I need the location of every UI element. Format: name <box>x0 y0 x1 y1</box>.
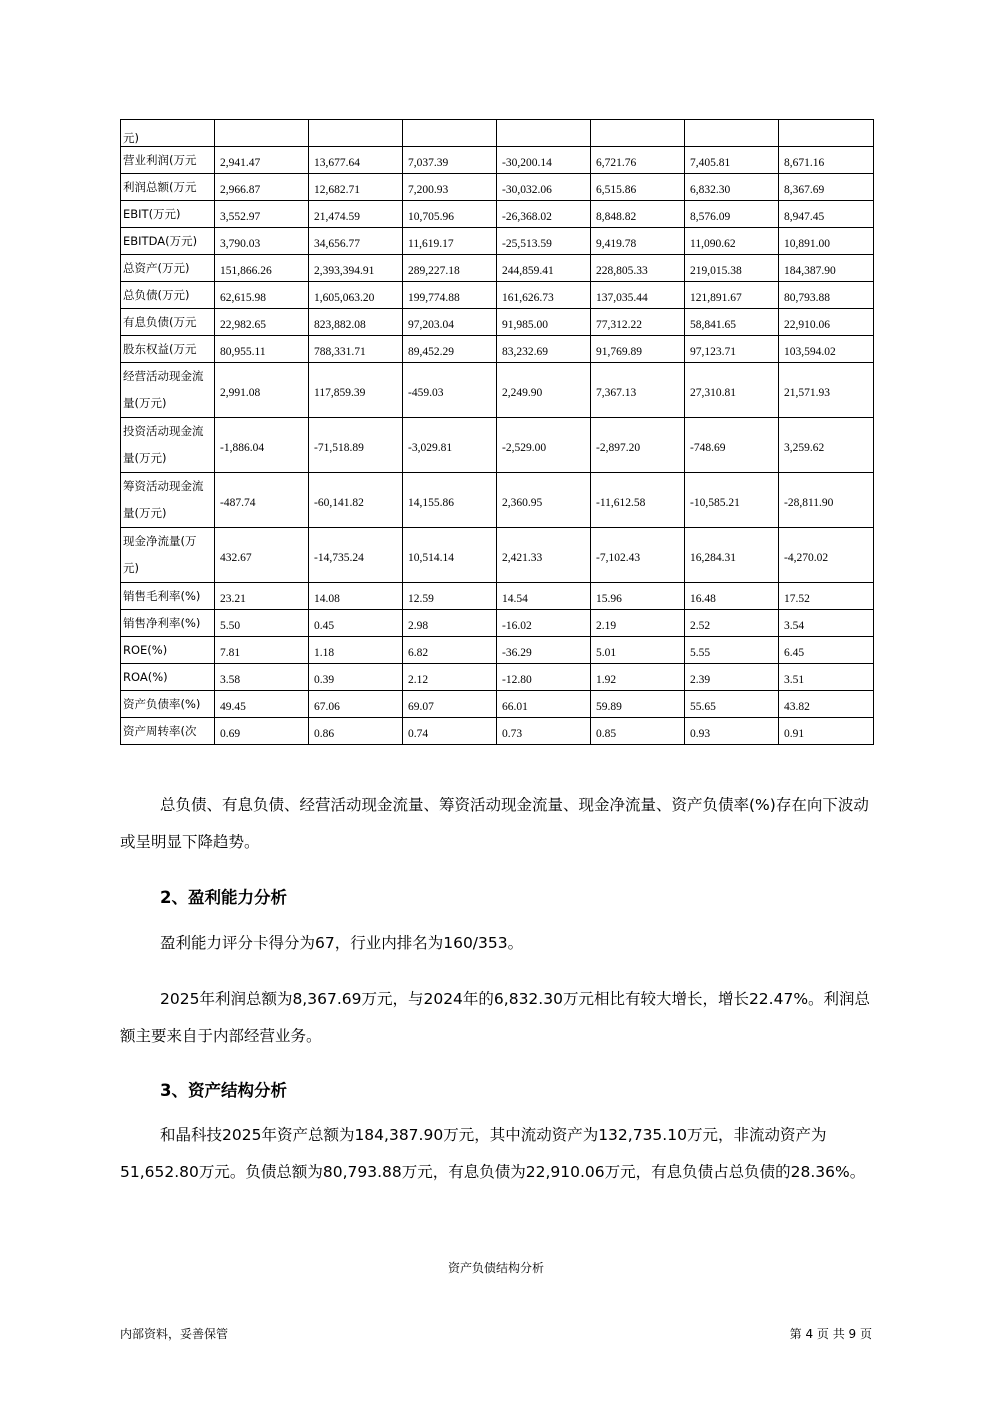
table-row <box>121 664 874 691</box>
table-cell <box>591 120 685 147</box>
row-label: ROE(%) <box>121 637 215 664</box>
table-cell: 2.98 <box>403 610 497 637</box>
table-cell: -60,141.82 <box>309 473 403 528</box>
table-cell: -26,368.02 <box>497 201 591 228</box>
table-cell: -11,612.58 <box>591 473 685 528</box>
table-cell: 7,037.39 <box>403 147 497 174</box>
table-cell: 8,367.69 <box>779 174 874 201</box>
profit-detail-paragraph: 2025年利润总额为8,367.69万元，与2024年的6,832.30万元相比有较大增长，增长22.47%。利润总额主要来自于内部经营业务。 <box>120 990 871 1045</box>
table-row <box>121 528 874 583</box>
table-cell: -487.74 <box>215 473 309 528</box>
table-row <box>121 228 874 255</box>
table-cell: 432.67 <box>215 528 309 583</box>
table-cell: 3,552.97 <box>215 201 309 228</box>
table-cell: 12,682.71 <box>309 174 403 201</box>
table-row <box>121 637 874 664</box>
table-cell: 788,331.71 <box>309 336 403 363</box>
table-cell: 7,405.81 <box>685 147 779 174</box>
table-cell: 21,571.93 <box>779 363 874 418</box>
table-cell: -459.03 <box>403 363 497 418</box>
table-cell: 184,387.90 <box>779 255 874 282</box>
table-cell: 21,474.59 <box>309 201 403 228</box>
table-cell: -1,886.04 <box>215 418 309 473</box>
table-cell: -2,897.20 <box>591 418 685 473</box>
table-row <box>121 363 874 418</box>
table-cell: 2.52 <box>685 610 779 637</box>
table-cell: -14,735.24 <box>309 528 403 583</box>
table-cell: -2,529.00 <box>497 418 591 473</box>
row-label: 资产周转率(次 <box>121 718 215 745</box>
table-cell: 66.01 <box>497 691 591 718</box>
table-cell: 6,832.30 <box>685 174 779 201</box>
row-label: 股东权益(万元 <box>121 336 215 363</box>
table-cell: 2.12 <box>403 664 497 691</box>
table-cell: 5.01 <box>591 637 685 664</box>
table-cell: 10,705.96 <box>403 201 497 228</box>
table-cell: 27,310.81 <box>685 363 779 418</box>
table-cell: 59.89 <box>591 691 685 718</box>
table-row <box>121 255 874 282</box>
table-cell: 5.50 <box>215 610 309 637</box>
table-row <box>121 718 874 745</box>
table-row <box>121 691 874 718</box>
table-row <box>121 174 874 201</box>
footer-page-number: 第 4 页 共 9 页 <box>789 1327 872 1341</box>
table-cell: -4,270.02 <box>779 528 874 583</box>
table-cell: 3,790.03 <box>215 228 309 255</box>
row-label: 现金净流量(万元) <box>121 528 215 583</box>
profit-score-paragraph: 盈利能力评分卡得分为67，行业内排名为160/353。 <box>160 934 524 952</box>
table-cell <box>779 120 874 147</box>
table-row <box>121 418 874 473</box>
table-cell: 5.55 <box>685 637 779 664</box>
table-cell: 49.45 <box>215 691 309 718</box>
table-cell: -10,585.21 <box>685 473 779 528</box>
table-cell: 8,848.82 <box>591 201 685 228</box>
table-row <box>121 610 874 637</box>
table-row <box>121 282 874 309</box>
table-cell: 10,891.00 <box>779 228 874 255</box>
table-cell: 67.06 <box>309 691 403 718</box>
table-cell: 22,982.65 <box>215 309 309 336</box>
table-cell: 77,312.22 <box>591 309 685 336</box>
table-cell: 91,985.00 <box>497 309 591 336</box>
table-cell: 14.54 <box>497 583 591 610</box>
table-cell: 13,677.64 <box>309 147 403 174</box>
table-cell: 69.07 <box>403 691 497 718</box>
table-cell: 97,123.71 <box>685 336 779 363</box>
table-cell: 8,947.45 <box>779 201 874 228</box>
table-cell: 117,859.39 <box>309 363 403 418</box>
table-row <box>121 473 874 528</box>
table-cell: 0.91 <box>779 718 874 745</box>
table-cell: 10,514.14 <box>403 528 497 583</box>
asset-paragraph: 和晶科技2025年资产总额为184,387.90万元，其中流动资产为132,735.10万元，非流动资产为51,652.80万元。负债总额为80,793.88万元，有息负债为22,910.06万元，有息负债占总负债的28.36%。 <box>120 1126 866 1181</box>
table-cell: 8,576.09 <box>685 201 779 228</box>
table-cell <box>685 120 779 147</box>
table-row <box>121 147 874 174</box>
table-cell: 199,774.88 <box>403 282 497 309</box>
table-cell: 2,941.47 <box>215 147 309 174</box>
table-row <box>121 336 874 363</box>
table-cell: 62,615.98 <box>215 282 309 309</box>
table-cell: 0.73 <box>497 718 591 745</box>
table-row <box>121 583 874 610</box>
table-cell: 1,605,063.20 <box>309 282 403 309</box>
table-cell: 244,859.41 <box>497 255 591 282</box>
table-cell: 823,882.08 <box>309 309 403 336</box>
table-cell: 43.82 <box>779 691 874 718</box>
table-cell: 14,155.86 <box>403 473 497 528</box>
table-cell: 2,421.33 <box>497 528 591 583</box>
table-cell: 7,367.13 <box>591 363 685 418</box>
table-cell: 3.58 <box>215 664 309 691</box>
table-cell: 2,966.87 <box>215 174 309 201</box>
table-cell <box>497 120 591 147</box>
table-cell: 80,955.11 <box>215 336 309 363</box>
row-label: 销售毛利率(%) <box>121 583 215 610</box>
table-cell: 0.85 <box>591 718 685 745</box>
table-cell <box>309 120 403 147</box>
table-cell: 137,035.44 <box>591 282 685 309</box>
table-cell: 91,769.89 <box>591 336 685 363</box>
table-cell: -25,513.59 <box>497 228 591 255</box>
table-cell: 11,090.62 <box>685 228 779 255</box>
table-cell: 1.92 <box>591 664 685 691</box>
table-cell: 16.48 <box>685 583 779 610</box>
row-label: 总资产(万元) <box>121 255 215 282</box>
table-cell: 2.19 <box>591 610 685 637</box>
row-label: 经营活动现金流量(万元) <box>121 363 215 418</box>
table-cell: 2.39 <box>685 664 779 691</box>
table-cell: 289,227.18 <box>403 255 497 282</box>
row-label: EBIT(万元) <box>121 201 215 228</box>
table-cell: 6.45 <box>779 637 874 664</box>
table-cell: 7.81 <box>215 637 309 664</box>
table-cell: 8,671.16 <box>779 147 874 174</box>
profit-heading: 2、盈利能力分析 <box>160 888 287 907</box>
table-cell: 6,515.86 <box>591 174 685 201</box>
table-cell: 11,619.17 <box>403 228 497 255</box>
table-cell: -30,032.06 <box>497 174 591 201</box>
row-label: 总负债(万元) <box>121 282 215 309</box>
table-cell: 2,393,394.91 <box>309 255 403 282</box>
table-cell <box>215 120 309 147</box>
table-cell: 121,891.67 <box>685 282 779 309</box>
row-label: 销售净利率(%) <box>121 610 215 637</box>
row-label: EBITDA(万元) <box>121 228 215 255</box>
table-cell: 9,419.78 <box>591 228 685 255</box>
row-label: 有息负债(万元 <box>121 309 215 336</box>
table-cell: -36.29 <box>497 637 591 664</box>
financial-table-body <box>121 120 874 745</box>
table-cell: 3.51 <box>779 664 874 691</box>
table-cell: 0.45 <box>309 610 403 637</box>
row-label: 利润总额(万元 <box>121 174 215 201</box>
row-label: 投资活动现金流量(万元) <box>121 418 215 473</box>
table-cell: -7,102.43 <box>591 528 685 583</box>
table-cell: 2,249.90 <box>497 363 591 418</box>
table-cell: 80,793.88 <box>779 282 874 309</box>
table-cell: 58,841.65 <box>685 309 779 336</box>
table-cell: 3,259.62 <box>779 418 874 473</box>
table-cell: 97,203.04 <box>403 309 497 336</box>
table-cell: 89,452.29 <box>403 336 497 363</box>
table-cell: 0.93 <box>685 718 779 745</box>
table-cell: 55.65 <box>685 691 779 718</box>
table-cell: -748.69 <box>685 418 779 473</box>
table-cell: 0.39 <box>309 664 403 691</box>
table-cell: 2,991.08 <box>215 363 309 418</box>
table-cell <box>403 120 497 147</box>
table-row <box>121 309 874 336</box>
table-cell: 6.82 <box>403 637 497 664</box>
table-cell: 0.86 <box>309 718 403 745</box>
table-cell: 0.74 <box>403 718 497 745</box>
table-cell: 15.96 <box>591 583 685 610</box>
table-cell: 151,866.26 <box>215 255 309 282</box>
table-cell: -71,518.89 <box>309 418 403 473</box>
financial-table <box>120 119 874 745</box>
trend-paragraph: 总负债、有息负债、经营活动现金流量、筹资活动现金流量、现金净流量、资产负债率(%)存在向下波动或呈明显下降趋势。 <box>120 796 869 851</box>
asset-heading: 3、资产结构分析 <box>160 1081 287 1100</box>
table-row <box>121 201 874 228</box>
table-cell: 16,284.31 <box>685 528 779 583</box>
table-cell: -12.80 <box>497 664 591 691</box>
table-cell: -30,200.14 <box>497 147 591 174</box>
table-cell: 22,910.06 <box>779 309 874 336</box>
table-cell: 2,360.95 <box>497 473 591 528</box>
table-cell: 228,805.33 <box>591 255 685 282</box>
table-cell: 23.21 <box>215 583 309 610</box>
table-cell: 0.69 <box>215 718 309 745</box>
table-cell: -3,029.81 <box>403 418 497 473</box>
table-cell: 17.52 <box>779 583 874 610</box>
table-cell: 7,200.93 <box>403 174 497 201</box>
chart-caption: 资产负债结构分析 <box>447 1261 544 1275</box>
table-cell: 83,232.69 <box>497 336 591 363</box>
table-cell: 103,594.02 <box>779 336 874 363</box>
table-cell: 219,015.38 <box>685 255 779 282</box>
table-cell: -16.02 <box>497 610 591 637</box>
table-cell: 34,656.77 <box>309 228 403 255</box>
row-label: 元) <box>121 120 215 147</box>
row-label: 筹资活动现金流量(万元) <box>121 473 215 528</box>
table-cell: 3.54 <box>779 610 874 637</box>
row-label: 营业利润(万元 <box>121 147 215 174</box>
footer-confidential: 内部资料，妥善保管 <box>120 1327 229 1341</box>
row-label: 资产负债率(%) <box>121 691 215 718</box>
table-cell: 1.18 <box>309 637 403 664</box>
table-cell: 6,721.76 <box>591 147 685 174</box>
table-row <box>121 120 874 147</box>
table-cell: -28,811.90 <box>779 473 874 528</box>
table-cell: 12.59 <box>403 583 497 610</box>
table-cell: 14.08 <box>309 583 403 610</box>
row-label: ROA(%) <box>121 664 215 691</box>
table-cell: 161,626.73 <box>497 282 591 309</box>
